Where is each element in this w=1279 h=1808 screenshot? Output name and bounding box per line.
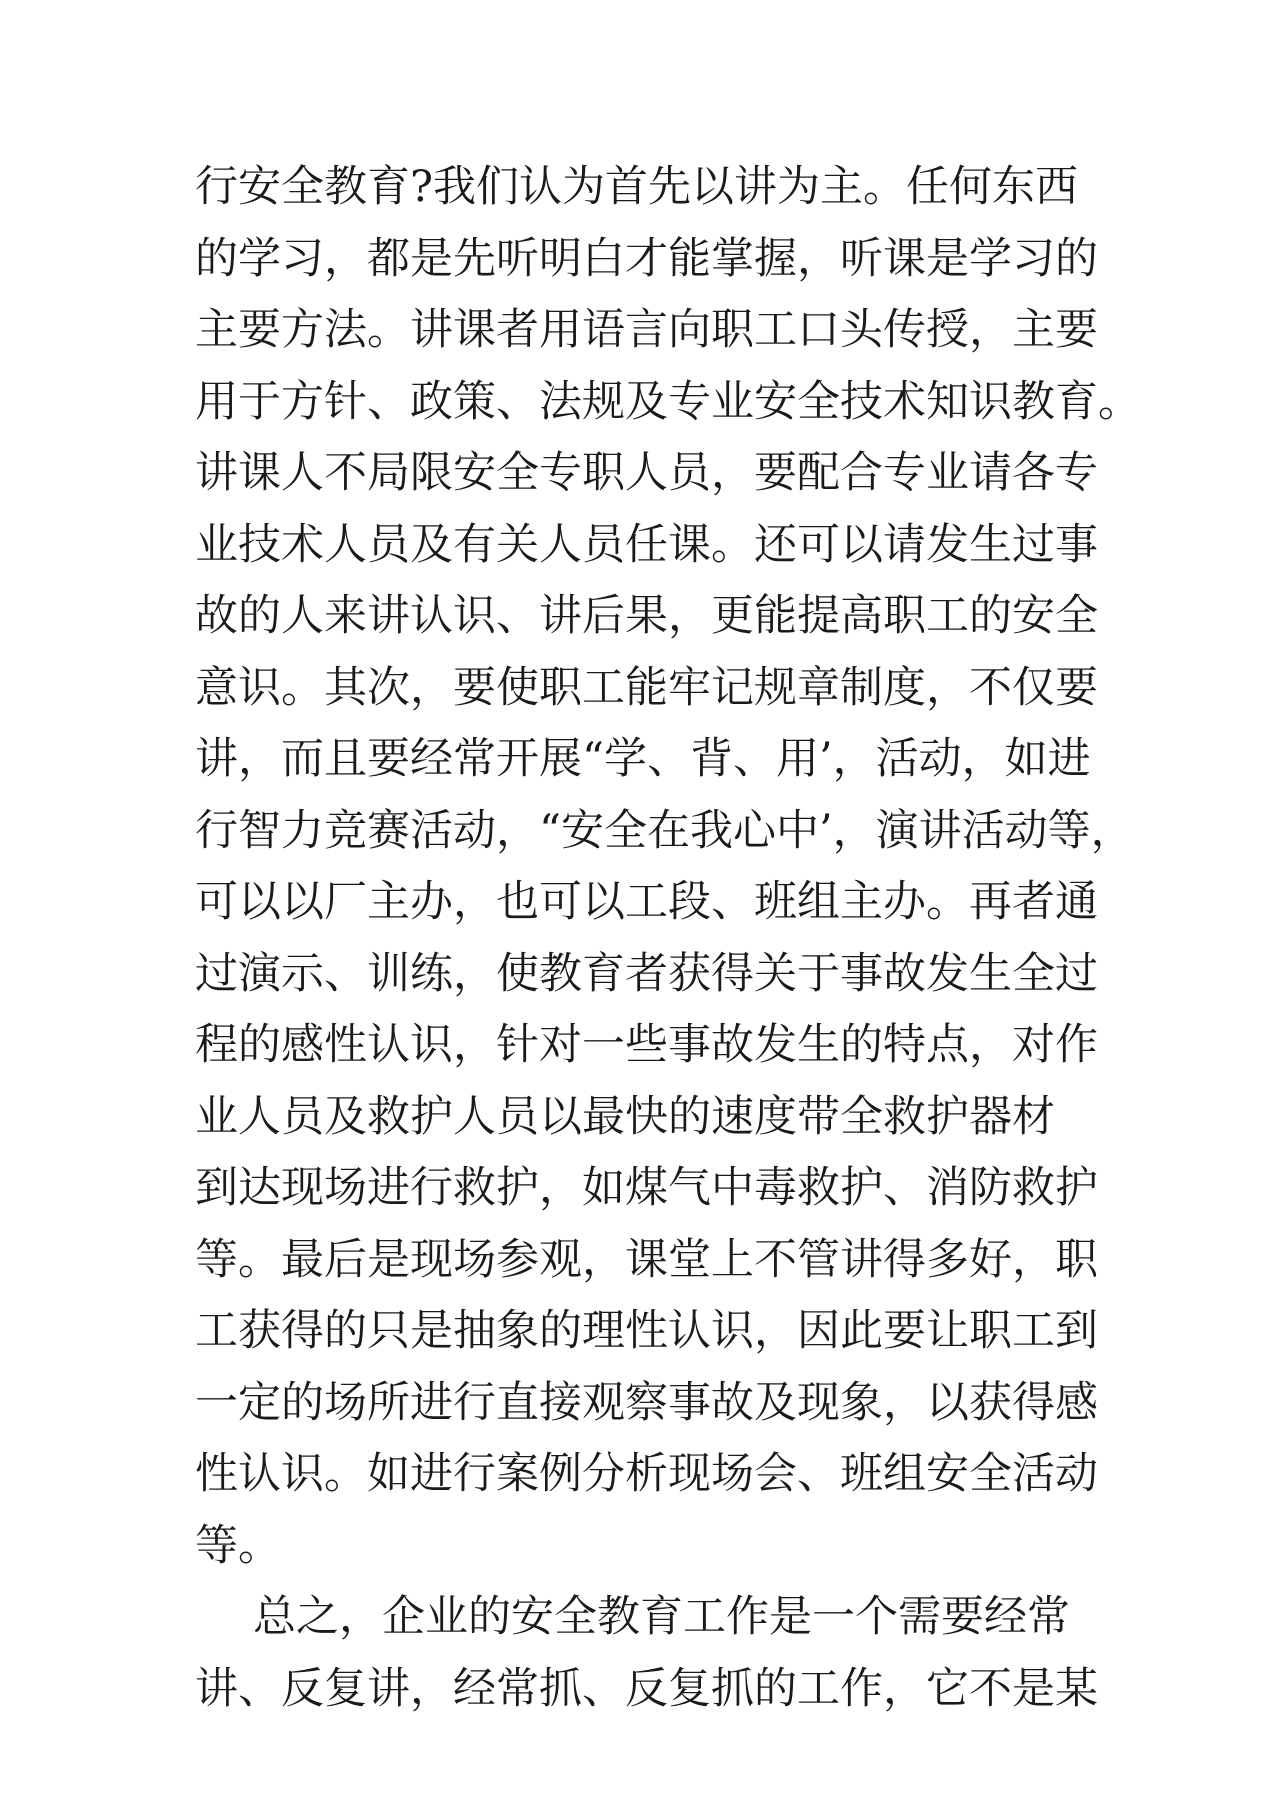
text-line: 讲，而且要经常开展“学、背、用’，活动，如进 [195,734,1091,784]
text-line: 讲课人不局限安全专职人员，要配合专业请各专 [195,448,1098,498]
text-line: 过演示、训练，使教育者获得关于事故发生全过 [195,948,1098,999]
text-line: 等。最后是现场参观，课堂上不管讲得多好，职 [195,1234,1098,1285]
text-line: 行安全教育?我们认为首先以讲为主。任何东西 [195,162,1079,212]
body-text [195,152,1141,1725]
text-line: 业人员及救护人员以最快的速度带全救护器材 [195,1091,1055,1142]
text-line: 意识。其次，要使职工能牢记规章制度，不仅要 [195,662,1098,713]
text-line: 主要方法。讲课者用语言向职工口头传授，主要 [195,305,1098,355]
text-line: 程的感性认识，针对一些事故发生的特点，对作 [195,1020,1098,1070]
text-line: 业技术人员及有关人员任课。还可以请发生过事 [195,519,1098,570]
text-line: 可以以厂主办，也可以工段、班组主办。再者通 [195,877,1098,927]
text-line: 讲、反复讲，经常抓、反复抓的工作，它不是某 [195,1663,1098,1714]
text-line: 行智力竞赛活动，“安全在我心中’，演讲活动等， [195,805,1134,856]
text-line: 等。 [195,1520,281,1571]
text-line: 工获得的只是抽象的理性认识，因此要让职工到 [195,1306,1098,1356]
text-line: 用于方针、政策、法规及专业安全技术知识教育。 [195,376,1141,427]
text-line: 到达现场进行救护，如煤气中毒救护、消防救护 [195,1163,1098,1213]
text-line: 故的人来讲认识、讲后果，更能提高职工的安全 [195,591,1098,641]
paragraph-first-line: 总之，企业的安全教育工作是一个需要经常 [253,1592,1070,1642]
text-line: 性认识。如进行案例分析现场会、班组安全活动 [195,1449,1098,1499]
text-line: 的学习，都是先听明白才能掌握，听课是学习的 [195,233,1098,284]
text-line: 一定的场所进行直接观察事故及现象，以获得感 [195,1377,1098,1428]
